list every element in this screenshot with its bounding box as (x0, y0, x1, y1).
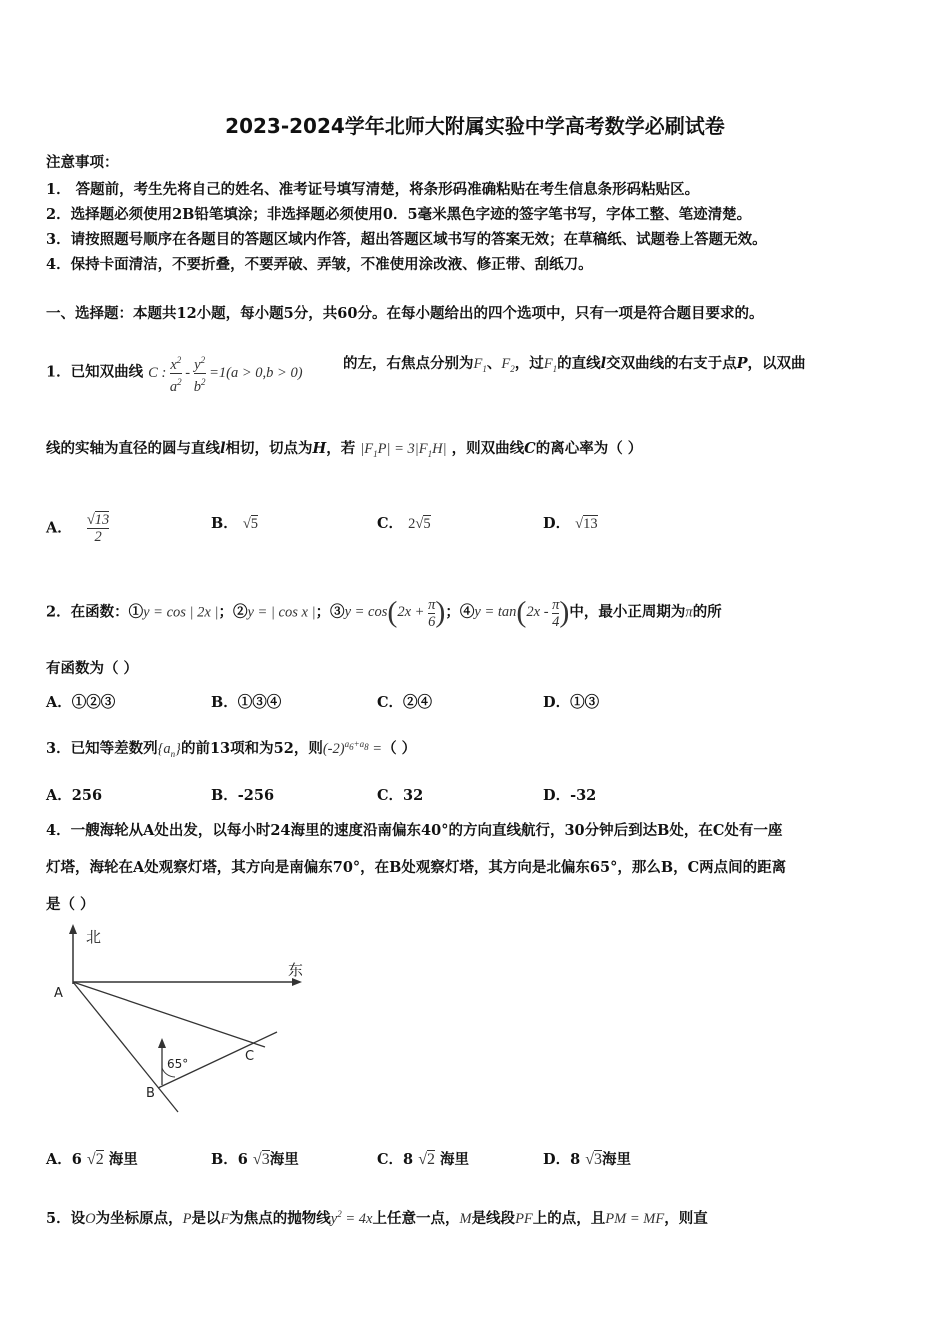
q2-option-a[interactable]: A．①②③ (46, 694, 116, 711)
q2-text: 2．在函数：①y = cos | 2x |；②y = | cos x |；③y = cos(2x + $\frac{\pi}{6}$ )；④y = tan(2x - $\frac{\pi}{4}$ )中，最小正周期为π的所 (46, 596, 722, 630)
q1-text: 1．已知双曲线 C : $\frac{x^2}{a^2}$ - $\frac{y^2}{b^2}$ =1(a > 0,b > 0) (46, 355, 303, 395)
north-arrow-b-icon (158, 1038, 166, 1048)
q4-option-c[interactable]: C．8 √2 海里 (377, 1151, 470, 1168)
q1-option-b[interactable]: B． √5 (211, 515, 259, 532)
notice-item: 4．保持卡面清洁，不要折叠，不要弄破、弄皱，不准使用涂改液、修正带、刮纸刀。 (46, 256, 593, 273)
q4-option-a[interactable]: A．6 √2 海里 (46, 1151, 138, 1168)
q1-hyperbola-formula: C : $\frac{x^2}{a^2}$ - $\frac{y^2}{b^2}$ =1(a > 0,b > 0) (148, 355, 303, 395)
q1-option-a[interactable]: A． $\frac{√13}{2}$ (46, 512, 110, 545)
label-c: C (245, 1049, 255, 1064)
q2-option-b[interactable]: B．①③④ (211, 694, 282, 711)
q5-text: 5．设O为坐标原点，P是以F为焦点的抛物线$y^2 = 4x$上任意一点，M是线段PF上的点，且PM = MF，则直 (46, 1209, 708, 1227)
line-ac (73, 982, 265, 1047)
page-title: 2023-2024学年北师大附属实验中学高考数学必刷试卷 (225, 114, 725, 138)
east-arrow-icon (292, 978, 302, 986)
q2-option-c[interactable]: C．②④ (377, 694, 433, 711)
notice-item: 2．选择题必须使用2B铅笔填涂；非选择题必须使用0．5毫米黑色字迹的签字笔书写，字体工整、笔迹清楚。 (46, 206, 752, 223)
q1-option-c[interactable]: C． 2√5 (377, 515, 431, 532)
label-north: 北 (86, 928, 102, 946)
q4-line2: 灯塔，海轮在A处观察灯塔，其方向是南偏东70°，在B处观察灯塔，其方向是北偏东65°，那么B，C两点间的距离 (46, 859, 787, 876)
q4-line1: 4．一艘海轮从A处出发，以每小时24海里的速度沿南偏东40°的方向直线航行，30分钟后到达B处，在C处有一座 (46, 822, 783, 839)
label-b: B (146, 1086, 155, 1101)
section-heading: 一、选择题：本题共12小题，每小题5分，共60分。在每小题给出的四个选项中，只有一项是符合题目要求的。 (46, 305, 764, 322)
q4-navigation-figure (40, 920, 320, 1120)
notice-heading: 注意事项： (46, 154, 119, 171)
q3-text: 3．已知等差数列$\{a_n\}$的前13项和为52，则$(-2)^{a_6+a_8}$ =（ ） (46, 739, 417, 759)
label-east: 东 (288, 961, 304, 979)
q1-option-d[interactable]: D． √13 (543, 515, 598, 532)
q1-line2: 线的实轴为直径的圆与直线l相切，切点为H，若 $|F_1P| = 3|F_1H|$ ，则双曲线C的离心率为（ ） (46, 440, 643, 459)
q2-line2: 有函数为（ ） (46, 660, 139, 677)
q1-condition-formula: $|F_1P| = 3|F_1H|$ (360, 441, 447, 459)
q3-option-d[interactable]: D．-32 (543, 787, 597, 804)
q3-option-a[interactable]: A．256 (46, 787, 103, 804)
q4-line3: 是（ ） (46, 896, 95, 913)
q4-option-b[interactable]: B．6 √3海里 (211, 1151, 299, 1168)
notice-item: 3．请按照题号顺序在各题目的答题区域内作答，超出答题区域书写的答案无效；在草稿纸、试题卷上答题无效。 (46, 231, 767, 248)
q3-option-b[interactable]: B．-256 (211, 787, 275, 804)
q2-option-d[interactable]: D．①③ (543, 694, 600, 711)
q3-option-c[interactable]: C．32 (377, 787, 424, 804)
north-arrow-icon (69, 924, 77, 934)
notice-item: 1． 答题前，考生先将自己的姓名、准考证号填写清楚，将条形码准确粘贴在考生信息条形码粘贴区。 (46, 181, 700, 198)
label-a: A (54, 986, 63, 1001)
q1-text-cont: 的左，右焦点分别为$F_1$、$F_2$，过$F_1$的直线l交双曲线的右支于点P，以双曲 (343, 355, 806, 374)
label-angle: 65° (167, 1057, 189, 1071)
q4-option-d[interactable]: D．8 √3海里 (543, 1151, 632, 1168)
